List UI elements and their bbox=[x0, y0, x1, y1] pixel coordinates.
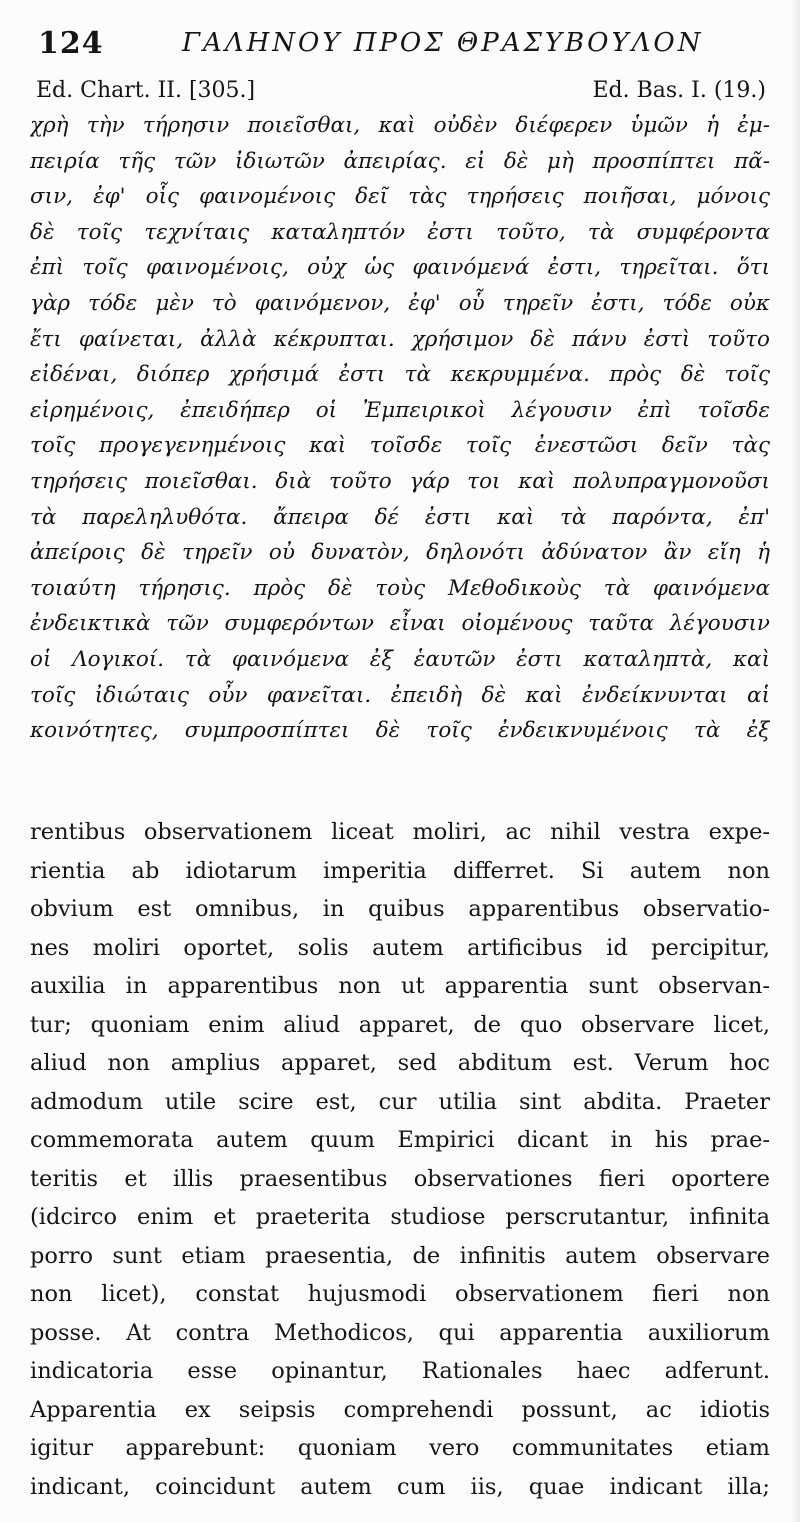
latin-text-line: commemorata autem quum Empirici dicant in his prae- bbox=[30, 1127, 770, 1153]
greek-text-line: ἀπείροις δὲ τηρεῖν οὐ δυνατὸν, δηλονότι ἀδύνατον ἂν εἴη ἡ bbox=[30, 540, 770, 566]
page-edge-shadow bbox=[790, 0, 800, 1522]
latin-text-line: nes moliri oportet, solis autem artificibus id percipitur, bbox=[30, 934, 770, 961]
latin-text-line: auxilia in apparentibus non ut apparentia sunt observan- bbox=[30, 973, 770, 999]
greek-text-line: σιν, ἐφ' οἷς φαινομένοις δεῖ τὰς τηρήσεις ποιῆσαι, μόνοις bbox=[30, 184, 770, 210]
greek-text-line: δὲ τοῖς τεχνίταις καταληπτόν ἐστι τοῦτο, τὰ συμφέροντα bbox=[30, 219, 770, 245]
greek-text-line: κοινότητες, συμπροσπίπτει δὲ τοῖς ἐνδεικνυμένοις τὰ ἐξ bbox=[30, 718, 770, 744]
edition-basel-reference: Ed. Bas. I. (19.) bbox=[592, 78, 766, 103]
page-number: 124 bbox=[38, 26, 104, 61]
greek-text-line: τοῖς ἰδιώταις οὖν φανεῖται. ἐπειδὴ δὲ καὶ ἐνδείκνυνται αἱ bbox=[30, 682, 770, 708]
edition-reference-line bbox=[30, 78, 770, 108]
latin-text-line: admodum utile scire est, cur utilia sint abdita. Praeter bbox=[30, 1088, 770, 1115]
latin-translation-block bbox=[30, 813, 770, 1506]
latin-text-line: aliud non amplius apparet, sed abditum est. Verum hoc bbox=[30, 1050, 770, 1076]
greek-text-line: τοιαύτη τήρησις. πρὸς δὲ τοὺς Μεθοδικοὺς τὰ φαινόμενα bbox=[30, 575, 770, 601]
latin-text-line: rentibus observationem liceat moliri, ac nihil vestra expe- bbox=[30, 819, 770, 845]
latin-text-line: posse. At contra Methodicos, qui apparentia auxiliorum bbox=[30, 1319, 770, 1346]
latin-text-line: teritis et illis praesentibus observationes fieri oportere bbox=[30, 1165, 770, 1192]
greek-text-line: εἰρημένοις, ἐπειδήπερ οἱ Ἐμπειρικοὶ λέγουσιν ἐπὶ τοῖσδε bbox=[30, 397, 770, 423]
latin-text-line: porro sunt etiam praesentia, de infinitis autem observare bbox=[30, 1242, 770, 1269]
greek-text-line: χρὴ τὴν τήρησιν ποιεῖσθαι, καὶ οὐδὲν διέφερεν ὑμῶν ἡ ἐμ- bbox=[30, 113, 770, 138]
page-header bbox=[32, 26, 772, 66]
greek-text-line: τοῖς προγεγενημένοις καὶ τοῖσδε τοῖς ἐνεστῶσι δεῖν τὰς bbox=[30, 433, 770, 459]
greek-text-line: ἔτι φαίνεται, ἀλλὰ κέκρυπται. χρήσιμον δὲ πάνυ ἐστὶ τοῦτο bbox=[30, 326, 770, 352]
latin-text-line: indicant, coincidunt autem cum iis, quae indicant illa; bbox=[30, 1473, 770, 1500]
greek-text-line: ἐνδεικτικὰ τῶν συμφερόντων εἶναι οἰομένους ταῦτα λέγουσιν bbox=[30, 611, 770, 637]
greek-text-line: τὰ παρεληλυθότα. ἄπειρα δέ ἐστι καὶ τὰ παρόντα, ἐπ' bbox=[30, 504, 770, 530]
latin-text-line: Apparentia ex seipsis comprehendi possunt, ac idiotis bbox=[30, 1396, 770, 1423]
greek-text-line: γὰρ τόδε μὲν τὸ φαινόμενον, ἐφ' οὗ τηρεῖν ἐστι, τόδε οὐκ bbox=[30, 290, 770, 316]
greek-text-line: πειρία τῆς τῶν ἰδιωτῶν ἀπειρίας. εἰ δὲ μὴ προσπίπτει πᾶ- bbox=[30, 148, 770, 174]
edition-chartier-reference: Ed. Chart. II. [305.] bbox=[36, 78, 256, 103]
latin-text-line: indicatoria esse opinantur, Rationales haec adferunt. bbox=[30, 1358, 770, 1384]
latin-text-line: igitur apparebunt: quoniam vero communitates etiam bbox=[30, 1435, 770, 1461]
greek-text-block bbox=[30, 108, 770, 749]
greek-text-line: τηρήσεις ποιεῖσθαι. διὰ τοῦτο γάρ τοι καὶ πολυπραγμονοῦσι bbox=[30, 468, 770, 494]
greek-text-line: εἰδέναι, διόπερ χρήσιμά ἐστι τὰ κεκρυμμένα. πρὸς δὲ τοῖς bbox=[30, 362, 770, 388]
greek-text-line: ἐπὶ τοῖς φαινομένοις, οὐχ ὡς φαινόμενά ἐστι, τηρεῖται. ὅτι bbox=[30, 255, 770, 281]
latin-text-line: rientia ab idiotarum imperitia differret. Si autem non bbox=[30, 857, 770, 884]
greek-text-line: οἱ Λογικοί. τὰ φαινόμενα ἐξ ἑαυτῶν ἐστι καταληπτὰ, καὶ bbox=[30, 646, 770, 672]
latin-text-line: obvium est omnibus, in quibus apparentibus observatio- bbox=[30, 896, 770, 922]
latin-text-line: (idcirco enim et praeterita studiose perscrutantur, infinita bbox=[30, 1204, 770, 1230]
latin-text-line: tur; quoniam enim aliud apparet, de quo observare licet, bbox=[30, 1011, 770, 1038]
running-title: ΓΑΛΗΝΟΥ ΠΡΟΣ ΘΡΑΣΥΒΟΥΛΟΝ bbox=[182, 28, 704, 58]
latin-text-line: non licet), constat hujusmodi observationem fieri non bbox=[30, 1281, 770, 1307]
